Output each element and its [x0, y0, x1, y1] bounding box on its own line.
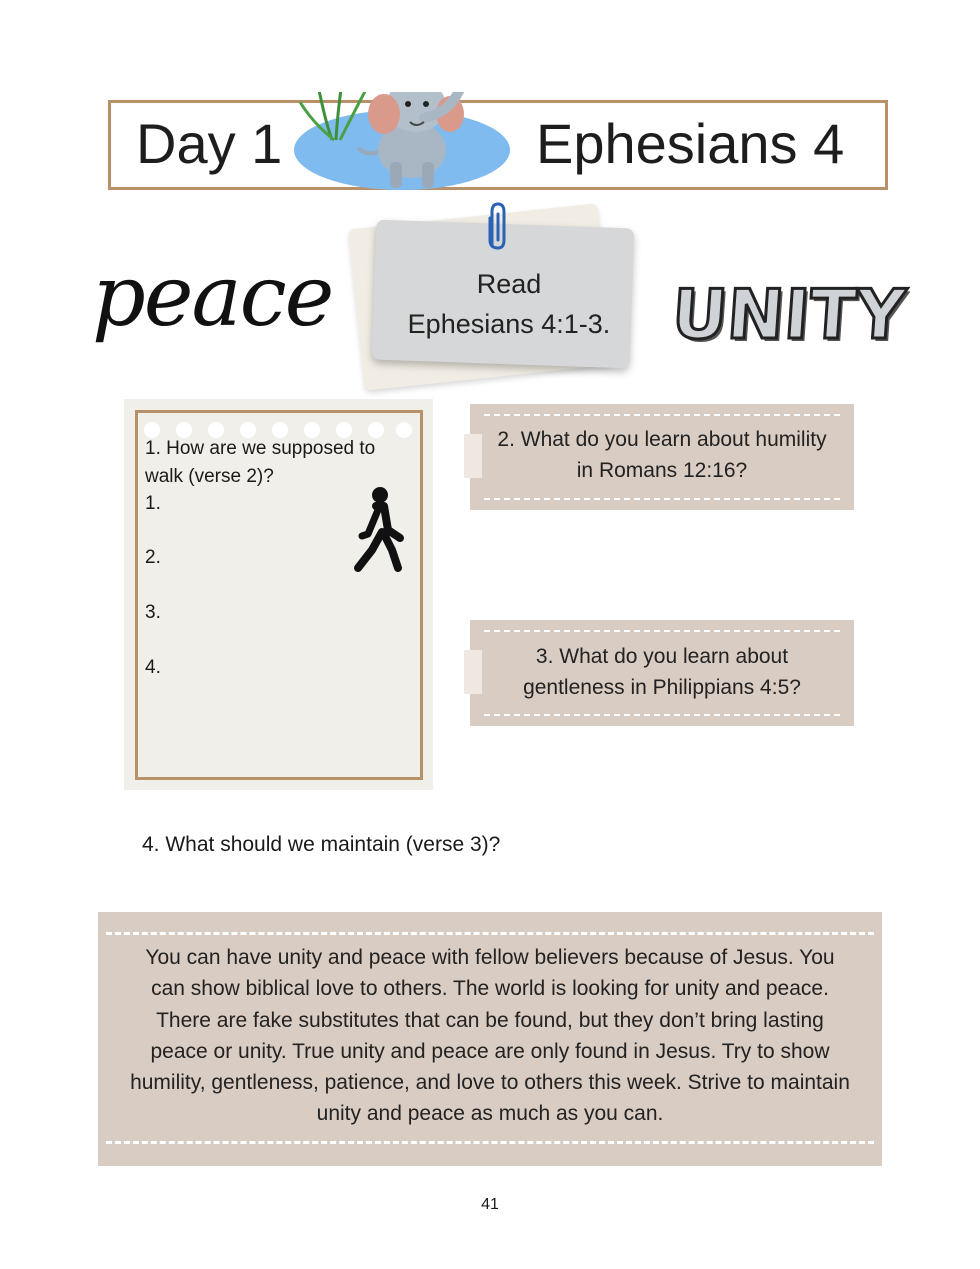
summary-dash-bottom — [106, 1141, 874, 1144]
elephant-icon — [292, 92, 512, 196]
unity-lettering: UNITY — [669, 276, 908, 355]
summary-text: You can have unity and peace with fellow believers because of Jesus. You can show biblical love to others. The world is looking for unity and peace. There are fake substitutes that can be found, but they don’t bring lasting peace or unity. True unity and peace are only found in Jesus. Try to show humility, gentleness, patience, and love to others this week. Strive to maintain unity and peace as much as you can. — [130, 946, 850, 1126]
header-book: Ephesians 4 — [536, 112, 845, 175]
question-4: 4. What should we maintain (verse 3)? — [142, 833, 501, 856]
band-dash-bottom — [484, 714, 840, 716]
band-dash-bottom — [484, 498, 840, 500]
question-1: 1. How are we supposed to walk (verse 2)? — [145, 438, 376, 487]
answer-2-number: 2. — [145, 547, 161, 568]
read-line-1: Read — [476, 269, 542, 299]
summary-box — [98, 912, 882, 1166]
read-line-2: Ephesians 4:1-3. — [407, 309, 611, 339]
band-dash-top — [484, 414, 840, 416]
read-instruction — [394, 264, 624, 344]
band-dash-top — [484, 630, 840, 632]
peace-lettering: peace — [92, 247, 333, 345]
summary-dash-top — [106, 932, 874, 935]
header-day: Day 1 — [136, 112, 283, 175]
answer-1-number: 1. — [145, 493, 161, 514]
question-3-line-1: 3. What do you learn about — [535, 645, 789, 668]
paperclip-icon — [484, 202, 510, 252]
question-3-band — [470, 620, 854, 726]
question-3-line-2: gentleness in Philippians 4:5? — [523, 676, 801, 699]
answer-3-number: 3. — [145, 602, 161, 623]
question-2 — [470, 424, 854, 486]
question-2-band — [470, 404, 854, 510]
question-2-line-2: in Romans 12:16? — [576, 459, 748, 482]
page-number: 41 — [481, 1196, 499, 1213]
walking-person-icon — [350, 486, 406, 572]
question-2-line-1: 2. What do you learn about humility — [497, 428, 827, 451]
question-3 — [470, 641, 854, 703]
answer-4-number: 4. — [145, 657, 161, 678]
